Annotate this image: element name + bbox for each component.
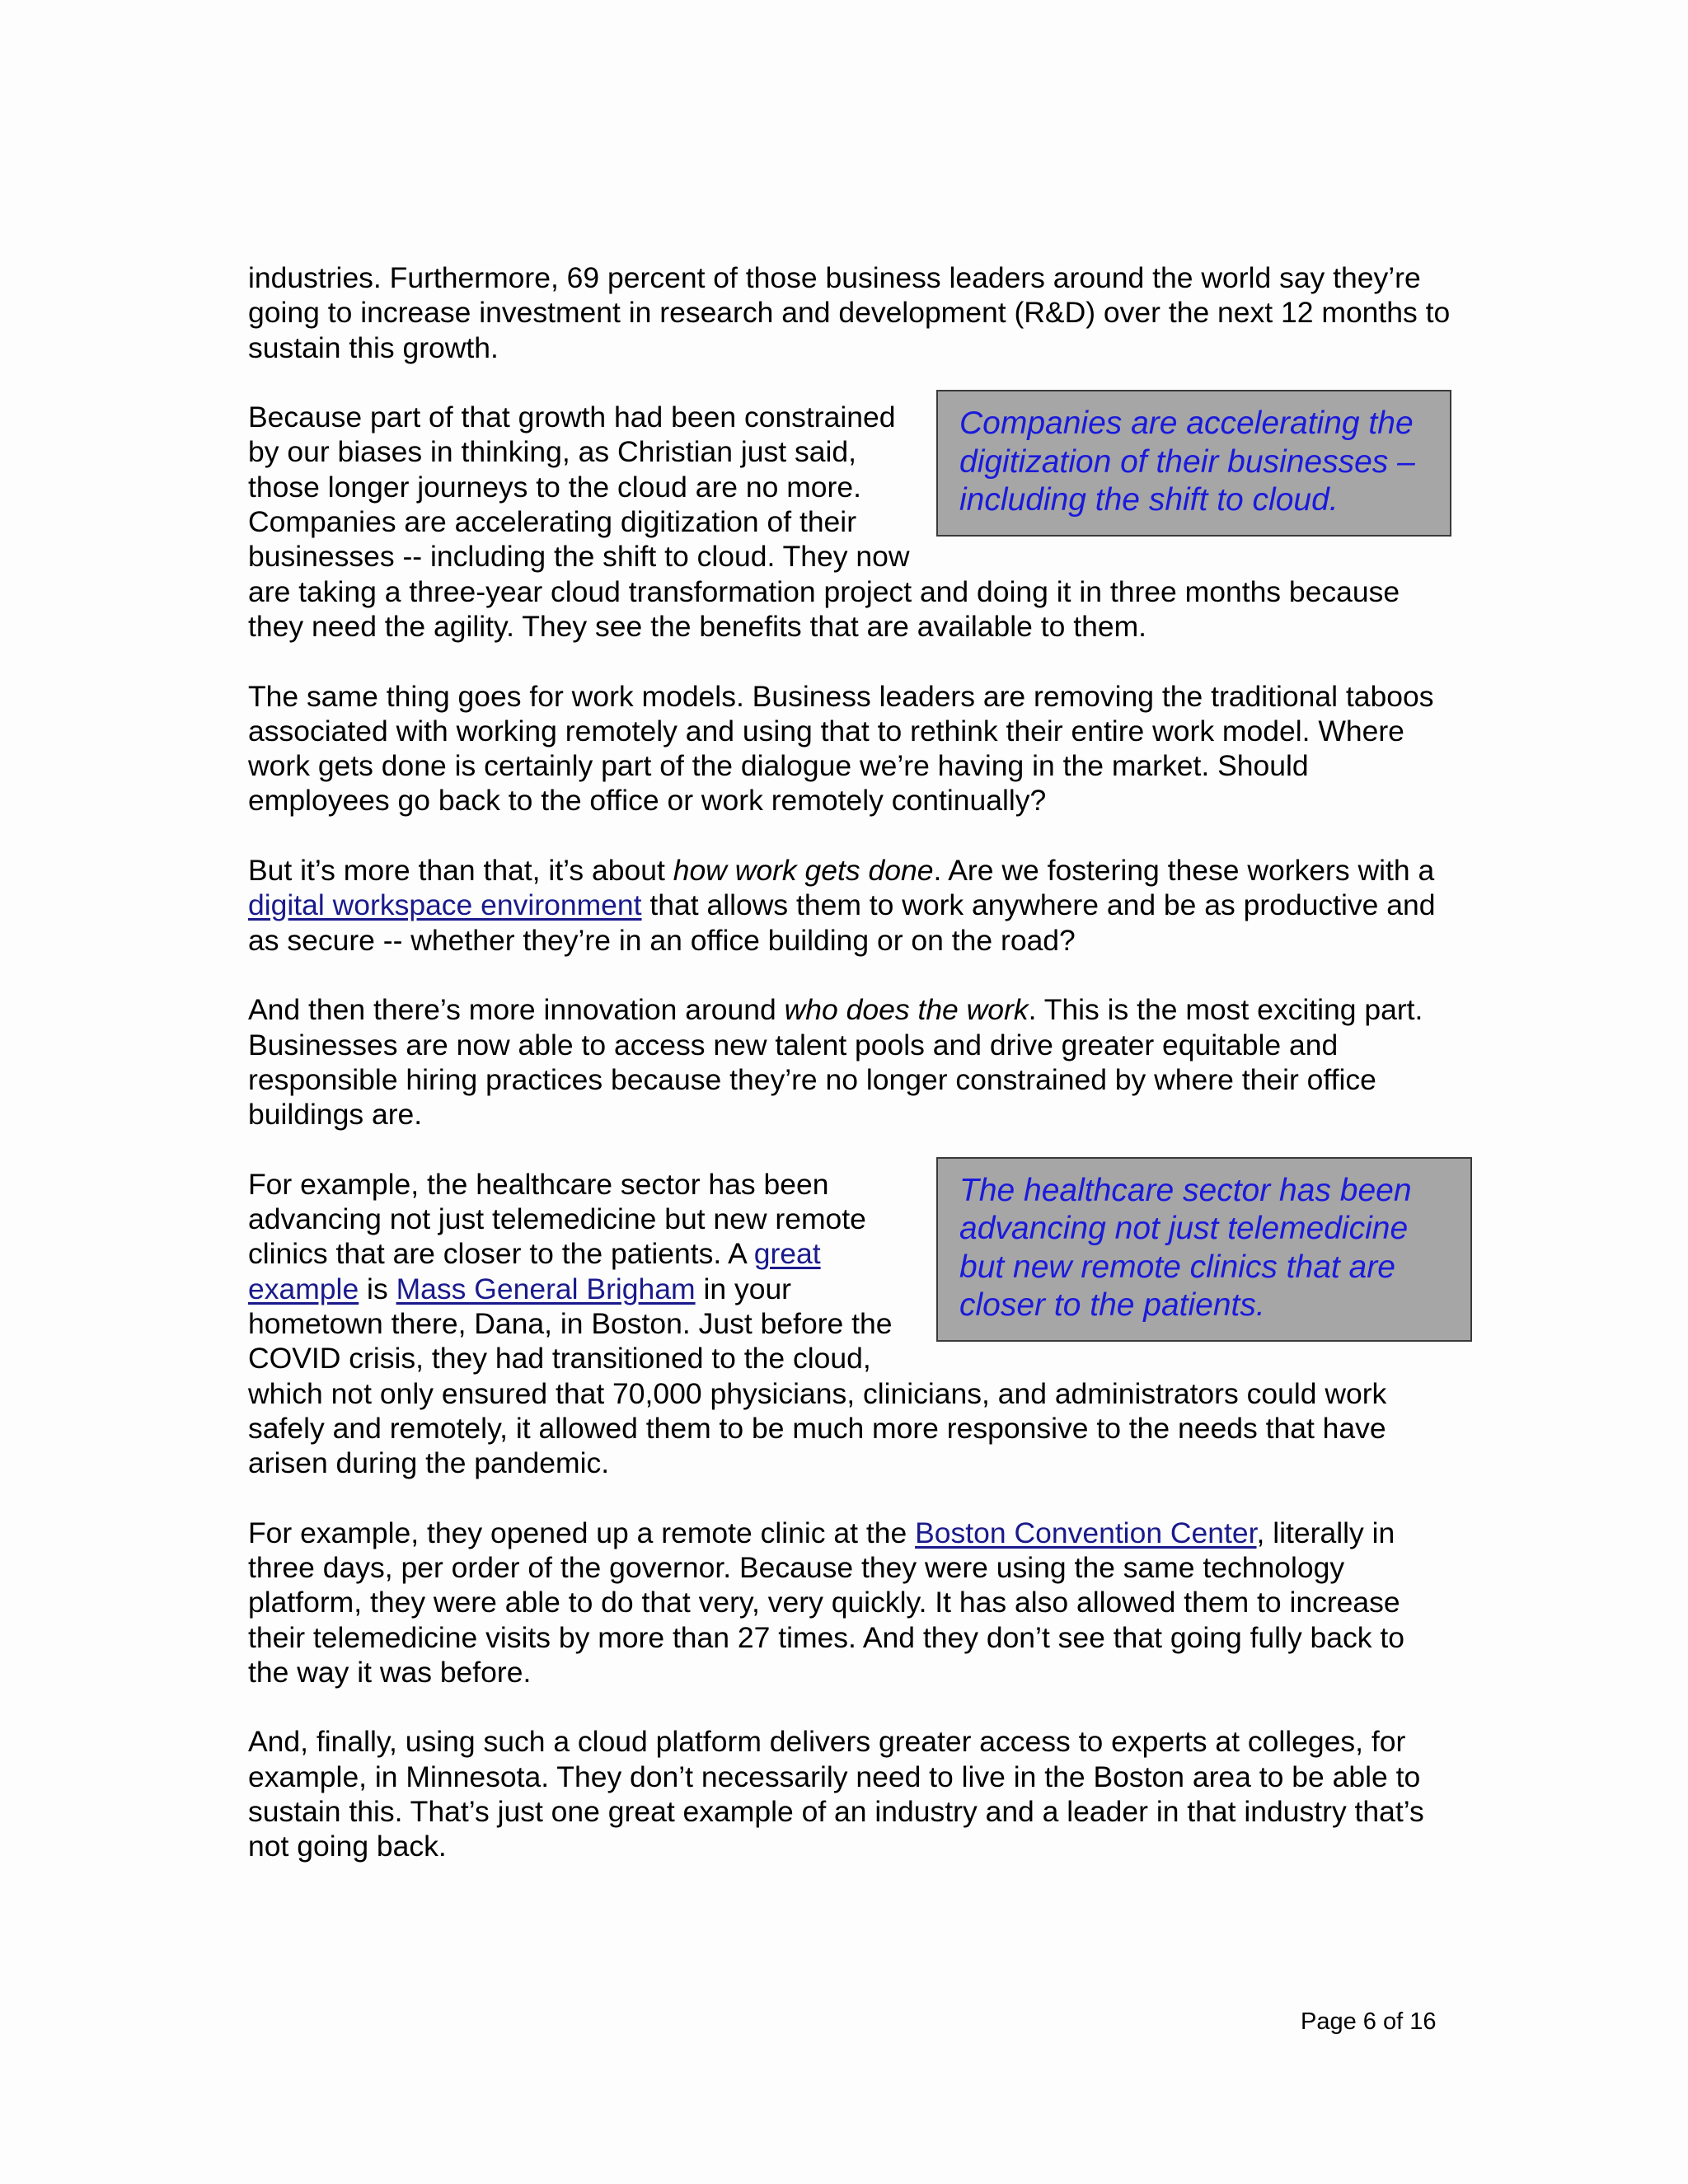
- paragraph-with-pullquote: [248, 400, 1451, 644]
- pull-quote: The healthcare sector has been advancing not just telemedicine but new remote clinics that are closer to the patients.: [936, 1157, 1472, 1342]
- paragraph-text: For example, the healthcare sector has been advancing not just telemedicine but new remote clinics that are closer to the patients. A: [248, 1167, 866, 1271]
- paragraph-text: For example, they opened up a remote clinic at the: [248, 1516, 916, 1549]
- paragraph-with-pullquote: [248, 1167, 1451, 1481]
- great-example-link[interactable]: great example: [248, 1237, 821, 1305]
- paragraph: [248, 853, 1451, 958]
- paragraph-text: Because part of that growth had been constrained by our biases in thinking, as Christian just said, those longer journeys to the cloud are no more. Companies are accelerating digitization of their businesses -- including the shift to cloud. They now are taking a three-year cloud transformation project and doing it in three months because they need the agility. They see the benefits that are available to them.: [248, 401, 1400, 643]
- paragraph: And, finally, using such a cloud platform delivers greater access to experts at colleges, for example, in Minnesota. They don’t necessarily need to live in the Boston area to be able to sustain this. That’s just one great example of an industry and a leader in that industry that’s not going back.: [248, 1725, 1424, 1863]
- paragraph-text: is: [359, 1272, 396, 1305]
- digital-workspace-link[interactable]: digital workspace environment: [248, 888, 642, 922]
- emphasis-text: who does the work: [784, 993, 1029, 1027]
- page-number: Page 6 of 16: [1301, 2008, 1437, 2035]
- paragraph: [248, 1516, 1451, 1690]
- paragraph-text: But it’s more than that, it’s about: [248, 854, 673, 888]
- pull-quote: Companies are accelerating the digitization of their businesses – including the shift to cloud.: [936, 390, 1451, 537]
- paragraph-text: And then there’s more innovation around: [248, 993, 785, 1027]
- paragraph: [248, 992, 1451, 1132]
- paragraph: The same thing goes for work models. Business leaders are removing the traditional taboos associated with working remotely and using that to rethink their entire work model. Where work gets done is certainly part of the dialogue we’re having in the market. Should employees go back to the office or work remotely continually?: [248, 679, 1434, 818]
- paragraph-text: that allows them to work anywhere and be as productive and as secure -- whether they’re in an office building or on the road?: [248, 888, 1436, 957]
- paragraph: industries. Furthermore, 69 percent of those business leaders around the world say they’re going to increase investment in research and development (R&D) over the next 12 months to sustain this growth.: [248, 261, 1451, 364]
- mass-general-brigham-link[interactable]: Mass General Brigham: [396, 1272, 696, 1305]
- emphasis-text: how work gets done: [673, 854, 934, 888]
- paragraph-text: , literally in three days, per order of the governor. Because they were using the same technology platform, they were able to do that very, very quickly. It has also allowed them to increase their telemedicine visits by more than 27 times. And they don’t see that going fully back to the way it was before.: [248, 1516, 1405, 1689]
- paragraph-text: in your hometown there, Dana, in Boston. Just before the COVID crisis, they had transitioned to the cloud, which not only ensured that 70,000 physicians, clinicians, and administrators could work safely and remotely, it allowed them to be much more responsive to the needs that have arisen during the pandemic.: [248, 1272, 1387, 1480]
- boston-convention-center-link[interactable]: Boston Convention Center: [915, 1516, 1257, 1549]
- paragraph-text: . Are we fostering these workers with a: [933, 854, 1435, 888]
- paragraph-text: . This is the most exciting part. Businesses are now able to access new talent pools and drive greater equitable and responsible hiring practices because they’re no longer constrained by where their office buildings are.: [248, 993, 1423, 1132]
- article-body: [248, 260, 1451, 1899]
